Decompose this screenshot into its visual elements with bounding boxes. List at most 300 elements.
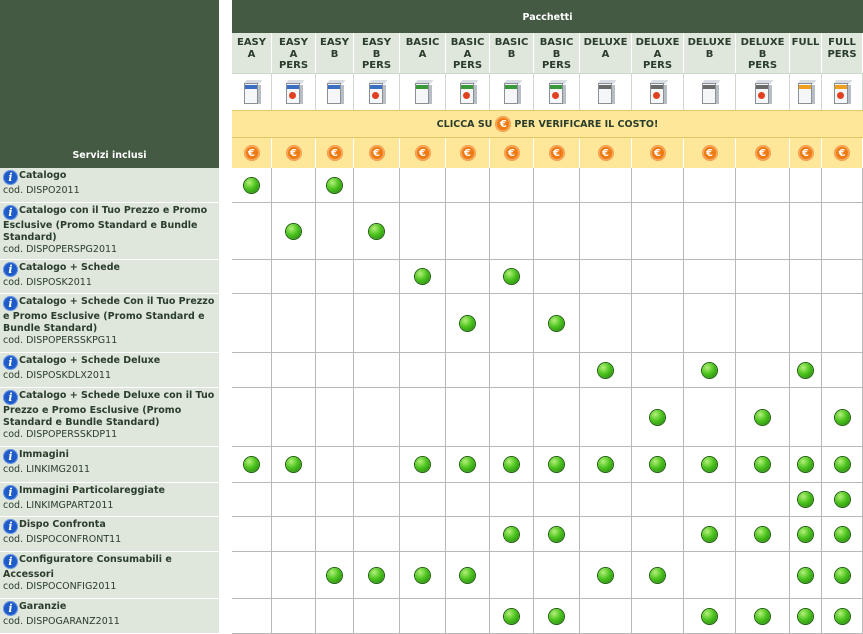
grid-cell bbox=[490, 483, 534, 517]
grid-cell bbox=[490, 388, 534, 447]
package-box-deluxe-icon[interactable] bbox=[632, 73, 684, 110]
package-box-deluxe-icon[interactable] bbox=[684, 73, 736, 110]
grid-cell bbox=[446, 294, 490, 353]
grid-cell bbox=[400, 552, 446, 599]
package-box-basic-icon[interactable] bbox=[446, 73, 490, 110]
grid-cell bbox=[232, 353, 272, 388]
package-name-line: DELUXE bbox=[687, 37, 732, 48]
packages-header-label: Pacchetti bbox=[522, 12, 573, 23]
grid-cell bbox=[354, 168, 400, 203]
service-title-text: Immagini bbox=[19, 449, 69, 460]
package-name-line: B bbox=[705, 48, 714, 60]
grid-cell bbox=[736, 294, 790, 353]
included-dot-icon bbox=[504, 269, 519, 284]
euro-price-icon[interactable]: € bbox=[650, 145, 666, 161]
price-cell bbox=[232, 138, 272, 168]
software-box-icon bbox=[413, 79, 433, 105]
included-dot-icon bbox=[598, 457, 613, 472]
package-box-easy-icon[interactable] bbox=[232, 73, 272, 110]
included-dot-icon bbox=[650, 568, 665, 583]
grid-cell bbox=[316, 447, 354, 483]
grid-cell bbox=[272, 517, 316, 552]
grid-cell bbox=[490, 517, 534, 552]
price-cell bbox=[534, 138, 580, 168]
service-code: cod. LINKIMG2011 bbox=[3, 464, 91, 476]
included-dot-icon bbox=[327, 178, 342, 193]
grid-cell bbox=[400, 203, 446, 260]
package-name-line: A bbox=[289, 48, 298, 60]
price-cell bbox=[736, 138, 790, 168]
service-row bbox=[0, 203, 219, 260]
grid-cell bbox=[790, 294, 822, 353]
grid-cell bbox=[446, 203, 490, 260]
cost-banner-prefix: CLICCA SU bbox=[436, 118, 493, 130]
grid-cell bbox=[534, 260, 580, 294]
software-box-icon bbox=[700, 79, 720, 105]
grid-cell bbox=[632, 353, 684, 388]
service-code: cod. DISPOPERSSKDP11 bbox=[3, 428, 118, 440]
included-dot-icon bbox=[327, 568, 342, 583]
service-row bbox=[0, 552, 219, 599]
package-name bbox=[272, 33, 316, 73]
included-dot-icon bbox=[835, 527, 850, 542]
included-dot-icon bbox=[702, 363, 717, 378]
grid-cell bbox=[580, 168, 632, 203]
packages-header bbox=[232, 0, 863, 33]
grid-cell bbox=[400, 599, 446, 634]
info-icon[interactable]: i bbox=[3, 519, 18, 534]
services-header-label: Servizi inclusi bbox=[72, 150, 147, 161]
included-dot-icon bbox=[798, 609, 813, 624]
included-dot-icon bbox=[504, 457, 519, 472]
service-code: cod. DISPOCONFIG2011 bbox=[3, 581, 117, 593]
grid-cell bbox=[632, 260, 684, 294]
package-name bbox=[790, 33, 822, 73]
grid-cell bbox=[232, 483, 272, 517]
included-dot-icon bbox=[755, 410, 770, 425]
software-box-icon bbox=[753, 79, 773, 105]
grid-cell bbox=[790, 168, 822, 203]
package-name bbox=[684, 33, 736, 73]
package-name-line: EASY bbox=[361, 37, 391, 48]
grid-cell bbox=[354, 447, 400, 483]
included-dot-icon bbox=[835, 568, 850, 583]
price-cell bbox=[272, 138, 316, 168]
grid-cell bbox=[736, 552, 790, 599]
price-cell bbox=[400, 138, 446, 168]
grid-cell bbox=[354, 353, 400, 388]
grid-cell bbox=[446, 552, 490, 599]
service-title bbox=[3, 296, 217, 335]
grid-cell bbox=[790, 599, 822, 634]
package-box-full-icon[interactable] bbox=[822, 73, 863, 110]
grid-cell bbox=[632, 388, 684, 447]
included-dot-icon bbox=[650, 457, 665, 472]
included-dot-icon bbox=[702, 527, 717, 542]
euro-price-icon[interactable]: € bbox=[327, 145, 343, 161]
included-dot-icon bbox=[549, 316, 564, 331]
package-name-line: B bbox=[552, 48, 561, 60]
grid-cell bbox=[316, 517, 354, 552]
grid-cell bbox=[684, 552, 736, 599]
service-code: cod. DISPOGARANZ2011 bbox=[3, 616, 120, 628]
grid-cell bbox=[632, 168, 684, 203]
grid-cell bbox=[534, 599, 580, 634]
grid-cell bbox=[790, 447, 822, 483]
grid-cell bbox=[490, 599, 534, 634]
service-row bbox=[0, 599, 219, 634]
grid-cell bbox=[232, 388, 272, 447]
grid-cell bbox=[232, 294, 272, 353]
package-name-line: B bbox=[330, 48, 339, 60]
euro-price-icon[interactable]: € bbox=[415, 145, 431, 161]
service-title-text: Immagini Particolareggiate bbox=[19, 485, 165, 496]
info-icon[interactable]: i bbox=[3, 390, 18, 405]
grid-cell bbox=[316, 168, 354, 203]
grid-cell bbox=[822, 203, 863, 260]
grid-cell bbox=[632, 552, 684, 599]
euro-price-icon[interactable]: € bbox=[834, 145, 850, 161]
service-title-text: Configuratore Consumabili e Accessori bbox=[3, 554, 172, 581]
included-dot-icon bbox=[598, 568, 613, 583]
grid-cell bbox=[316, 294, 354, 353]
pers-badge-icon bbox=[289, 92, 296, 99]
grid-cell bbox=[354, 483, 400, 517]
included-dot-icon bbox=[835, 609, 850, 624]
grid-cell bbox=[446, 483, 490, 517]
grid-cell bbox=[354, 388, 400, 447]
package-name-line: BASIC bbox=[405, 37, 440, 48]
included-dot-icon bbox=[755, 457, 770, 472]
service-title bbox=[3, 170, 217, 185]
service-title-text: Catalogo + Schede bbox=[19, 262, 120, 273]
included-dot-icon bbox=[755, 527, 770, 542]
package-name-line: BASIC bbox=[494, 37, 529, 48]
column-gap bbox=[219, 0, 232, 634]
grid-cell bbox=[354, 203, 400, 260]
grid-cell bbox=[580, 599, 632, 634]
package-name-line: B bbox=[507, 48, 516, 60]
grid-cell bbox=[354, 552, 400, 599]
grid-cell bbox=[684, 353, 736, 388]
grid-cell bbox=[400, 517, 446, 552]
info-icon[interactable]: i bbox=[3, 296, 18, 311]
software-box-icon bbox=[648, 79, 668, 105]
included-dot-icon bbox=[702, 457, 717, 472]
included-dot-icon bbox=[415, 457, 430, 472]
grid-cell bbox=[580, 353, 632, 388]
package-name bbox=[232, 33, 272, 73]
included-dot-icon bbox=[798, 492, 813, 507]
software-box-icon bbox=[458, 79, 478, 105]
grid-cell bbox=[446, 353, 490, 388]
grid-cell bbox=[272, 447, 316, 483]
grid-cell bbox=[272, 260, 316, 294]
grid-cell bbox=[316, 260, 354, 294]
info-icon[interactable]: i bbox=[3, 485, 18, 500]
euro-price-icon[interactable]: € bbox=[244, 145, 260, 161]
included-dot-icon bbox=[835, 410, 850, 425]
service-code: cod. DISPOCONFRONT11 bbox=[3, 534, 122, 546]
included-dot-icon bbox=[549, 457, 564, 472]
grid-cell bbox=[684, 168, 736, 203]
service-code: cod. DISPOPERSSKPG11 bbox=[3, 334, 118, 346]
grid-cell bbox=[534, 388, 580, 447]
pers-badge-icon bbox=[758, 92, 765, 99]
package-name-line: FULL bbox=[828, 37, 856, 48]
service-row bbox=[0, 447, 219, 483]
package-name bbox=[534, 33, 580, 73]
grid-cell bbox=[354, 517, 400, 552]
grid-cell bbox=[822, 353, 863, 388]
grid-cell bbox=[580, 483, 632, 517]
package-box-easy-icon[interactable] bbox=[354, 73, 400, 110]
grid-cell bbox=[490, 203, 534, 260]
service-title-text: Garanzie bbox=[19, 601, 67, 612]
euro-price-icon[interactable]: € bbox=[755, 145, 771, 161]
software-box-icon bbox=[502, 79, 522, 105]
euro-price-icon[interactable]: € bbox=[460, 145, 476, 161]
info-icon[interactable]: i bbox=[3, 355, 18, 370]
grid-cell bbox=[632, 203, 684, 260]
price-cell bbox=[446, 138, 490, 168]
grid-cell bbox=[632, 483, 684, 517]
grid-cell bbox=[736, 353, 790, 388]
package-box-full-icon[interactable] bbox=[790, 73, 822, 110]
included-dot-icon bbox=[798, 527, 813, 542]
grid-cell bbox=[822, 447, 863, 483]
included-dot-icon bbox=[369, 224, 384, 239]
package-name-line: PERS bbox=[278, 60, 309, 71]
pers-badge-icon bbox=[653, 92, 660, 99]
included-dot-icon bbox=[286, 224, 301, 239]
service-title bbox=[3, 601, 217, 616]
included-dot-icon bbox=[244, 178, 259, 193]
grid-cell bbox=[580, 552, 632, 599]
euro-price-icon[interactable]: € bbox=[598, 145, 614, 161]
included-dot-icon bbox=[798, 568, 813, 583]
service-title-text: Catalogo + Schede Deluxe con il Tuo Prezzo e Promo Esclusive (Promo Standard e Bundle Standard) bbox=[3, 390, 215, 429]
grid-cell bbox=[490, 552, 534, 599]
package-box-basic-icon[interactable] bbox=[400, 73, 446, 110]
service-title bbox=[3, 205, 217, 244]
euro-price-icon[interactable]: € bbox=[369, 145, 385, 161]
info-icon[interactable]: i bbox=[3, 449, 18, 464]
grid-cell bbox=[534, 517, 580, 552]
package-name-line: EASY bbox=[278, 37, 308, 48]
included-dot-icon bbox=[415, 568, 430, 583]
grid-cell bbox=[790, 260, 822, 294]
package-box-basic-icon[interactable] bbox=[534, 73, 580, 110]
grid-cell bbox=[534, 203, 580, 260]
software-box-icon bbox=[547, 79, 567, 105]
grid-cell bbox=[232, 260, 272, 294]
service-row bbox=[0, 294, 219, 353]
grid-cell bbox=[736, 483, 790, 517]
grid-cell bbox=[354, 294, 400, 353]
included-dot-icon bbox=[798, 363, 813, 378]
included-dot-icon bbox=[835, 492, 850, 507]
grid-cell bbox=[232, 168, 272, 203]
service-row bbox=[0, 260, 219, 294]
service-code: cod. DISPO2011 bbox=[3, 185, 80, 197]
package-name bbox=[316, 33, 354, 73]
services-header bbox=[0, 0, 219, 168]
service-code: cod. DISPOSK2011 bbox=[3, 277, 92, 289]
service-title bbox=[3, 554, 217, 581]
info-icon[interactable]: i bbox=[3, 601, 18, 616]
package-name-line: DELUXE bbox=[583, 37, 628, 48]
service-title bbox=[3, 449, 217, 464]
package-box-easy-icon[interactable] bbox=[316, 73, 354, 110]
grid-cell bbox=[736, 517, 790, 552]
price-cell bbox=[632, 138, 684, 168]
grid-cell bbox=[736, 599, 790, 634]
service-row bbox=[0, 388, 219, 447]
software-box-icon bbox=[596, 79, 616, 105]
grid-cell bbox=[822, 517, 863, 552]
grid-cell bbox=[316, 552, 354, 599]
euro-price-icon[interactable]: € bbox=[286, 145, 302, 161]
grid-cell bbox=[232, 517, 272, 552]
service-row bbox=[0, 353, 219, 388]
cost-banner[interactable] bbox=[232, 110, 863, 138]
service-title-text: Catalogo con il Tuo Prezzo e Promo Esclusive (Promo Standard e Bundle Standard) bbox=[3, 205, 208, 244]
package-name-line: B bbox=[372, 48, 381, 60]
included-dot-icon bbox=[598, 363, 613, 378]
pers-badge-icon bbox=[552, 92, 559, 99]
grid-cell bbox=[580, 294, 632, 353]
package-box-deluxe-icon[interactable] bbox=[736, 73, 790, 110]
package-name-line: A bbox=[601, 48, 610, 60]
package-name-line: PERS bbox=[361, 60, 392, 71]
software-box-icon bbox=[367, 79, 387, 105]
package-name-line: BASIC bbox=[539, 37, 574, 48]
grid-cell bbox=[684, 388, 736, 447]
service-title bbox=[3, 355, 217, 370]
service-row bbox=[0, 483, 219, 517]
euro-price-icon[interactable]: € bbox=[549, 145, 565, 161]
grid-cell bbox=[736, 168, 790, 203]
grid-cell bbox=[790, 353, 822, 388]
included-dot-icon bbox=[650, 410, 665, 425]
package-box-easy-icon[interactable] bbox=[272, 73, 316, 110]
package-name-line: DELUXE bbox=[740, 37, 785, 48]
included-dot-icon bbox=[415, 269, 430, 284]
service-code: cod. DISPOPERSPG2011 bbox=[3, 243, 118, 255]
price-cell bbox=[490, 138, 534, 168]
grid-cell bbox=[400, 388, 446, 447]
grid-cell bbox=[272, 388, 316, 447]
package-box-deluxe-icon[interactable] bbox=[580, 73, 632, 110]
grid-cell bbox=[400, 447, 446, 483]
euro-price-icon[interactable]: € bbox=[504, 145, 520, 161]
grid-cell bbox=[534, 483, 580, 517]
service-code: cod. LINKIMGPART2011 bbox=[3, 500, 114, 512]
grid-cell bbox=[354, 260, 400, 294]
package-name bbox=[490, 33, 534, 73]
included-dot-icon bbox=[460, 457, 475, 472]
euro-price-icon[interactable]: € bbox=[702, 145, 718, 161]
grid-cell bbox=[632, 599, 684, 634]
package-name-line: A bbox=[463, 48, 472, 60]
grid-cell bbox=[822, 483, 863, 517]
package-name bbox=[632, 33, 684, 73]
cost-banner-suffix: PER VERIFICARE IL COSTO! bbox=[514, 118, 659, 130]
grid-cell bbox=[790, 552, 822, 599]
included-dot-icon bbox=[549, 527, 564, 542]
service-title bbox=[3, 485, 217, 500]
pers-badge-icon bbox=[463, 92, 470, 99]
grid-cell bbox=[272, 168, 316, 203]
included-dot-icon bbox=[549, 609, 564, 624]
pers-badge-icon bbox=[372, 92, 379, 99]
grid-cell bbox=[790, 483, 822, 517]
service-title-text: Catalogo + Schede Deluxe bbox=[19, 355, 161, 366]
grid-cell bbox=[446, 517, 490, 552]
grid-cell bbox=[790, 203, 822, 260]
euro-price-icon[interactable]: € bbox=[798, 145, 814, 161]
price-cell bbox=[316, 138, 354, 168]
included-dot-icon bbox=[504, 609, 519, 624]
grid-cell bbox=[490, 294, 534, 353]
grid-cell bbox=[316, 203, 354, 260]
grid-cell bbox=[446, 599, 490, 634]
info-icon[interactable]: i bbox=[3, 262, 18, 277]
grid-cell bbox=[272, 294, 316, 353]
included-dot-icon bbox=[460, 316, 475, 331]
service-title-text: Catalogo + Schede Con il Tuo Prezzo e Promo Esclusive (Promo Standard e Bundle Standard) bbox=[3, 296, 215, 335]
included-dot-icon bbox=[504, 527, 519, 542]
package-name bbox=[400, 33, 446, 73]
package-box-basic-icon[interactable] bbox=[490, 73, 534, 110]
grid-cell bbox=[490, 447, 534, 483]
grid-cell bbox=[232, 599, 272, 634]
package-name-line: EASY bbox=[236, 37, 266, 48]
package-name-line: PERS bbox=[452, 60, 483, 71]
package-name bbox=[736, 33, 790, 73]
price-cell bbox=[580, 138, 632, 168]
package-name bbox=[580, 33, 632, 73]
info-icon[interactable]: i bbox=[3, 554, 18, 569]
grid-cell bbox=[534, 168, 580, 203]
grid-cell bbox=[684, 294, 736, 353]
service-title bbox=[3, 390, 217, 429]
price-cell bbox=[822, 138, 863, 168]
euro-icon[interactable]: € bbox=[495, 116, 511, 132]
grid-cell bbox=[490, 168, 534, 203]
grid-cell bbox=[400, 294, 446, 353]
package-name bbox=[354, 33, 400, 73]
package-name-line: PERS bbox=[827, 48, 857, 60]
included-dot-icon bbox=[286, 457, 301, 472]
info-icon[interactable]: i bbox=[3, 205, 18, 220]
software-box-icon bbox=[796, 79, 816, 105]
package-name-line: B bbox=[758, 48, 767, 60]
info-icon[interactable]: i bbox=[3, 170, 18, 185]
grid-cell bbox=[316, 483, 354, 517]
package-name-line: A bbox=[418, 48, 427, 60]
grid-cell bbox=[632, 447, 684, 483]
grid-cell bbox=[822, 599, 863, 634]
grid-cell bbox=[822, 294, 863, 353]
grid-cell bbox=[684, 599, 736, 634]
grid-cell bbox=[400, 483, 446, 517]
grid-cell bbox=[736, 203, 790, 260]
package-name-line: A bbox=[247, 48, 256, 60]
grid-cell bbox=[580, 517, 632, 552]
grid-cell bbox=[684, 447, 736, 483]
